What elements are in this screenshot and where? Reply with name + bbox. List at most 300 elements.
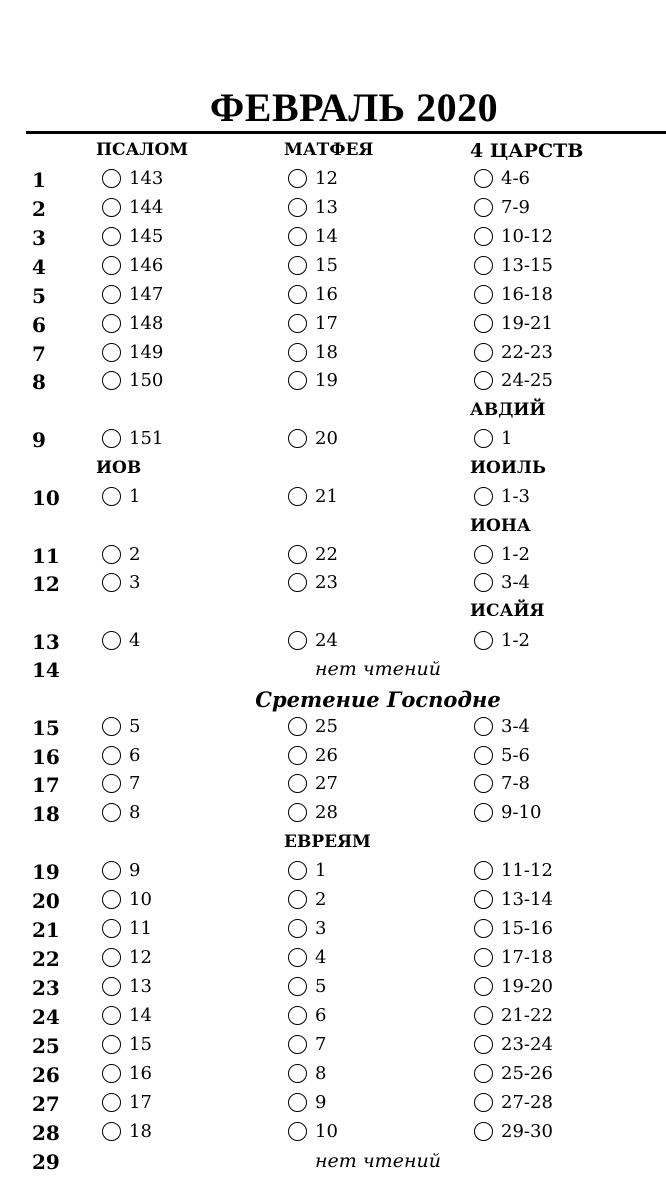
checkbox-circle[interactable]: [474, 573, 493, 592]
day-row: [0, 1034, 666, 1063]
matthew-chapter: 4: [315, 947, 327, 968]
checkbox-circle[interactable]: [102, 314, 121, 333]
day-number: 20: [32, 889, 60, 913]
reading-cell: [474, 370, 553, 391]
day-row: [0, 860, 666, 889]
day-row: [0, 918, 666, 947]
checkbox-circle[interactable]: [288, 977, 307, 996]
psalm-chapter: 12: [129, 947, 152, 968]
reading-cell: [474, 889, 553, 910]
matthew-chapter: 2: [315, 889, 327, 910]
checkbox-circle[interactable]: [474, 861, 493, 880]
matthew-chapter: 17: [315, 313, 338, 334]
checkbox-circle[interactable]: [474, 774, 493, 793]
checkbox-circle[interactable]: [102, 429, 121, 448]
reading-cell: [474, 197, 530, 218]
reading-chapter: 11-12: [501, 860, 553, 881]
checkbox-circle[interactable]: [102, 977, 121, 996]
section-header-avdii: АВДИЙ: [470, 400, 546, 420]
checkbox-circle[interactable]: [102, 285, 121, 304]
checkbox-circle[interactable]: [474, 198, 493, 217]
checkbox-circle[interactable]: [474, 890, 493, 909]
day-number: 7: [32, 342, 46, 366]
matthew-cell: [288, 428, 338, 449]
day-number: 16: [32, 745, 60, 769]
psalm-cell: [102, 255, 163, 276]
checkbox-circle[interactable]: [102, 227, 121, 246]
checkbox-circle[interactable]: [474, 746, 493, 765]
reading-chapter: 15-16: [501, 918, 553, 939]
checkbox-circle[interactable]: [288, 774, 307, 793]
day-number: 13: [32, 630, 60, 654]
checkbox-circle[interactable]: [288, 803, 307, 822]
psalm-cell: [102, 630, 140, 651]
checkbox-circle[interactable]: [102, 198, 121, 217]
section-header-isaiya: ИСАЙЯ: [470, 601, 545, 621]
day-number: 25: [32, 1034, 60, 1058]
reading-cell: [474, 284, 553, 305]
reading-chapter: 21-22: [501, 1005, 553, 1026]
no-reading-label: нет чтений: [315, 658, 441, 680]
matthew-chapter: 23: [315, 572, 338, 593]
reading-cell: [474, 802, 541, 823]
checkbox-circle[interactable]: [102, 1035, 121, 1054]
day-number: 14: [32, 658, 60, 682]
matthew-cell: [288, 773, 338, 794]
matthew-cell: [288, 197, 338, 218]
psalm-cell: [102, 1092, 152, 1113]
checkbox-circle[interactable]: [102, 1006, 121, 1025]
reading-cell: [474, 947, 553, 968]
day-number: 28: [32, 1121, 60, 1145]
psalm-chapter: 3: [129, 572, 141, 593]
matthew-cell: [288, 947, 326, 968]
checkbox-circle[interactable]: [288, 545, 307, 564]
checkbox-circle[interactable]: [288, 429, 307, 448]
reading-cell: [474, 630, 530, 651]
psalm-cell: [102, 342, 163, 363]
section-header-ioil: ИОИЛЬ: [470, 458, 546, 478]
checkbox-circle[interactable]: [474, 429, 493, 448]
checkbox-circle[interactable]: [288, 631, 307, 650]
reading-chapter: 9-10: [501, 802, 542, 823]
psalm-chapter: 9: [129, 860, 141, 881]
psalm-cell: [102, 860, 140, 881]
checkbox-circle[interactable]: [474, 948, 493, 967]
column-header-4-kings: 4 ЦАРСТВ: [470, 140, 584, 162]
psalm-chapter: 8: [129, 802, 141, 823]
checkbox-circle[interactable]: [288, 861, 307, 880]
reading-chapter: 19-20: [501, 976, 553, 997]
psalm-cell: [102, 1005, 152, 1026]
checkbox-circle[interactable]: [102, 774, 121, 793]
matthew-chapter: 19: [315, 370, 338, 391]
matthew-chapter: 1: [315, 860, 327, 881]
reading-chapter: 7-9: [501, 197, 530, 218]
checkbox-circle[interactable]: [102, 919, 121, 938]
section-row: [0, 516, 666, 545]
reading-cell: [474, 428, 512, 449]
day-row: [0, 572, 666, 601]
checkbox-circle[interactable]: [102, 717, 121, 736]
reading-chapter: 19-21: [501, 313, 553, 334]
psalm-cell: [102, 976, 152, 997]
section-row: [0, 601, 666, 630]
title-divider: [26, 131, 666, 134]
psalm-cell: [102, 1063, 152, 1084]
day-number: 8: [32, 370, 46, 394]
reading-cell: [474, 1005, 553, 1026]
checkbox-circle[interactable]: [474, 314, 493, 333]
checkbox-circle[interactable]: [102, 573, 121, 592]
reading-chapter: 10-12: [501, 226, 553, 247]
reading-cell: [474, 976, 553, 997]
checkbox-circle[interactable]: [474, 1064, 493, 1083]
checkbox-circle[interactable]: [102, 169, 121, 188]
no-reading-label: нет чтений: [315, 1150, 441, 1172]
matthew-cell: [288, 255, 338, 276]
matthew-cell: [288, 1034, 326, 1055]
checkbox-circle[interactable]: [102, 631, 121, 650]
section-header-iov: ИОВ: [96, 458, 142, 478]
day-number: 18: [32, 802, 60, 826]
matthew-cell: [288, 1063, 326, 1084]
psalm-chapter: 148: [129, 313, 164, 334]
matthew-cell: [288, 1092, 326, 1113]
psalm-cell: [102, 745, 140, 766]
day-row: [0, 486, 666, 515]
checkbox-circle[interactable]: [474, 256, 493, 275]
reading-chapter: 3-4: [501, 716, 530, 737]
column-header-row: [0, 140, 666, 169]
reading-chapter: 1-2: [501, 544, 530, 565]
checkbox-circle[interactable]: [474, 227, 493, 246]
day-number: 2: [32, 197, 46, 221]
day-row: [0, 773, 666, 802]
checkbox-circle[interactable]: [102, 256, 121, 275]
psalm-cell: [102, 918, 152, 939]
day-number: 15: [32, 716, 60, 740]
checkbox-circle[interactable]: [102, 746, 121, 765]
section-row: [0, 832, 666, 861]
psalm-cell: [102, 773, 140, 794]
reading-chapter: 7-8: [501, 773, 530, 794]
checkbox-circle[interactable]: [288, 1006, 307, 1025]
psalm-cell: [102, 486, 140, 507]
day-number: 5: [32, 284, 46, 308]
checkbox-circle[interactable]: [288, 343, 307, 362]
psalm-chapter: 2: [129, 544, 141, 565]
reading-chapter: 25-26: [501, 1063, 553, 1084]
checkbox-circle[interactable]: [474, 919, 493, 938]
reading-chapter: 13-14: [501, 889, 553, 910]
reading-chapter: 1: [501, 428, 513, 449]
checkbox-circle[interactable]: [288, 717, 307, 736]
matthew-chapter: 13: [315, 197, 338, 218]
psalm-cell: [102, 428, 163, 449]
psalm-cell: [102, 947, 152, 968]
checkbox-circle[interactable]: [474, 803, 493, 822]
matthew-chapter: 6: [315, 1005, 327, 1026]
checkbox-circle[interactable]: [102, 948, 121, 967]
checkbox-circle[interactable]: [288, 919, 307, 938]
day-row: [0, 889, 666, 918]
matthew-cell: [288, 544, 338, 565]
psalm-chapter: 10: [129, 889, 152, 910]
psalm-chapter: 7: [129, 773, 141, 794]
reading-chapter: 17-18: [501, 947, 553, 968]
matthew-cell: [288, 486, 338, 507]
day-row: [0, 428, 666, 457]
checkbox-circle[interactable]: [288, 256, 307, 275]
matthew-chapter: 8: [315, 1063, 327, 1084]
checkbox-circle[interactable]: [102, 861, 121, 880]
psalm-chapter: 6: [129, 745, 141, 766]
section-row: [0, 400, 666, 429]
matthew-chapter: 26: [315, 745, 338, 766]
checkbox-circle[interactable]: [474, 1035, 493, 1054]
matthew-cell: [288, 313, 338, 334]
checkbox-circle[interactable]: [102, 343, 121, 362]
matthew-chapter: 5: [315, 976, 327, 997]
checkbox-circle[interactable]: [288, 1035, 307, 1054]
checkbox-circle[interactable]: [474, 285, 493, 304]
checkbox-circle[interactable]: [288, 1122, 307, 1141]
checkbox-circle[interactable]: [474, 343, 493, 362]
psalm-cell: [102, 370, 163, 391]
matthew-cell: [288, 572, 338, 593]
reading-chapter: 23-24: [501, 1034, 553, 1055]
matthew-cell: [288, 370, 338, 391]
day-number: 6: [32, 313, 46, 337]
day-number: 11: [32, 544, 60, 568]
matthew-cell: [288, 1005, 326, 1026]
day-row: [0, 630, 666, 659]
day-row: [0, 1063, 666, 1092]
psalm-cell: [102, 1121, 152, 1142]
day-number: 21: [32, 918, 60, 942]
day-number: 17: [32, 773, 60, 797]
day-row: [0, 284, 666, 313]
day-number: 10: [32, 486, 60, 510]
matthew-cell: [288, 976, 326, 997]
reading-chapter: 27-28: [501, 1092, 553, 1113]
reading-cell: [474, 716, 530, 737]
checkbox-circle[interactable]: [288, 1064, 307, 1083]
reading-cell: [474, 1121, 553, 1142]
day-number: 1: [32, 168, 46, 192]
psalm-chapter: 145: [129, 226, 164, 247]
psalm-chapter: 146: [129, 255, 164, 276]
day-number: 4: [32, 255, 46, 279]
psalm-chapter: 149: [129, 342, 164, 363]
checkbox-circle[interactable]: [288, 890, 307, 909]
psalm-chapter: 147: [129, 284, 164, 305]
reading-cell: [474, 255, 553, 276]
reading-cell: [474, 773, 530, 794]
day-number: 26: [32, 1063, 60, 1087]
reading-cell: [474, 1092, 553, 1113]
checkbox-circle[interactable]: [474, 631, 493, 650]
reading-chapter: 4-6: [501, 168, 530, 189]
checkbox-circle[interactable]: [102, 803, 121, 822]
matthew-chapter: 10: [315, 1121, 338, 1142]
checkbox-circle[interactable]: [288, 948, 307, 967]
checkbox-circle[interactable]: [474, 717, 493, 736]
reading-chapter: 16-18: [501, 284, 553, 305]
reading-cell: [474, 572, 530, 593]
checkbox-circle[interactable]: [288, 573, 307, 592]
checkbox-circle[interactable]: [102, 487, 121, 506]
reading-cell: [474, 918, 553, 939]
psalm-cell: [102, 544, 140, 565]
day-row: [0, 1150, 666, 1179]
psalm-cell: [102, 889, 152, 910]
checkbox-circle[interactable]: [288, 1093, 307, 1112]
psalm-chapter: 17: [129, 1092, 152, 1113]
day-number: 19: [32, 860, 60, 884]
day-row: [0, 342, 666, 371]
checkbox-circle[interactable]: [474, 545, 493, 564]
psalm-cell: [102, 802, 140, 823]
matthew-chapter: 14: [315, 226, 338, 247]
checkbox-circle[interactable]: [474, 1093, 493, 1112]
day-row: [0, 313, 666, 342]
checkbox-circle[interactable]: [102, 545, 121, 564]
checkbox-circle[interactable]: [474, 169, 493, 188]
matthew-chapter: 21: [315, 486, 338, 507]
column-header-matthew: МАТФЕЯ: [284, 140, 374, 160]
day-row: [0, 1005, 666, 1034]
reading-cell: [474, 486, 530, 507]
day-number: 23: [32, 976, 60, 1000]
checkbox-circle[interactable]: [288, 227, 307, 246]
psalm-cell: [102, 168, 163, 189]
section-header-evreyam: ЕВРЕЯМ: [284, 832, 371, 852]
matthew-chapter: 27: [315, 773, 338, 794]
column-header-psalms: ПСАЛОМ: [96, 140, 189, 160]
day-row: [0, 802, 666, 831]
checkbox-circle[interactable]: [102, 1093, 121, 1112]
feast-label: Сретение Господне: [255, 687, 501, 712]
checkbox-circle[interactable]: [288, 169, 307, 188]
psalm-chapter: 15: [129, 1034, 152, 1055]
checkbox-circle[interactable]: [288, 487, 307, 506]
matthew-cell: [288, 630, 338, 651]
day-row: [0, 947, 666, 976]
psalm-chapter: 1: [129, 486, 141, 507]
day-row: [0, 716, 666, 745]
day-row: [0, 745, 666, 774]
day-row: [0, 1121, 666, 1150]
reading-chapter: 24-25: [501, 370, 553, 391]
checkbox-circle[interactable]: [102, 890, 121, 909]
matthew-cell: [288, 860, 326, 881]
matthew-chapter: 25: [315, 716, 338, 737]
matthew-chapter: 16: [315, 284, 338, 305]
checkbox-circle[interactable]: [288, 371, 307, 390]
matthew-cell: [288, 802, 338, 823]
checkbox-circle[interactable]: [288, 746, 307, 765]
psalm-chapter: 13: [129, 976, 152, 997]
day-row: [0, 1092, 666, 1121]
checkbox-circle[interactable]: [102, 1064, 121, 1083]
psalm-cell: [102, 226, 163, 247]
matthew-cell: [288, 745, 338, 766]
reading-chapter: 1-2: [501, 630, 530, 651]
matthew-cell: [288, 918, 326, 939]
psalm-chapter: 11: [129, 918, 152, 939]
reading-cell: [474, 860, 553, 881]
day-number: 29: [32, 1150, 60, 1174]
reading-cell: [474, 1034, 553, 1055]
psalm-chapter: 5: [129, 716, 141, 737]
psalm-cell: [102, 572, 140, 593]
reading-chapter: 13-15: [501, 255, 553, 276]
matthew-cell: [288, 716, 338, 737]
reading-cell: [474, 745, 530, 766]
psalm-chapter: 150: [129, 370, 164, 391]
checkbox-circle[interactable]: [288, 285, 307, 304]
section-header-iona: ИОНА: [470, 516, 531, 536]
psalm-cell: [102, 284, 163, 305]
checkbox-circle[interactable]: [474, 1006, 493, 1025]
checkbox-circle[interactable]: [102, 1122, 121, 1141]
matthew-chapter: 18: [315, 342, 338, 363]
psalm-chapter: 144: [129, 197, 164, 218]
page-title: ФЕВРАЛЬ 2020: [209, 85, 499, 130]
checkbox-circle[interactable]: [474, 977, 493, 996]
psalm-chapter: 151: [129, 428, 164, 449]
matthew-cell: [288, 889, 326, 910]
reading-cell: [474, 168, 530, 189]
checkbox-circle[interactable]: [474, 1122, 493, 1141]
section-row: [0, 458, 666, 487]
psalm-chapter: 14: [129, 1005, 152, 1026]
reading-chapter: 1-3: [501, 486, 530, 507]
reading-chapter: 3-4: [501, 572, 530, 593]
day-row: [0, 370, 666, 399]
day-number: 27: [32, 1092, 60, 1116]
reading-cell: [474, 1063, 553, 1084]
matthew-cell: [288, 226, 338, 247]
checkbox-circle[interactable]: [288, 314, 307, 333]
checkbox-circle[interactable]: [474, 371, 493, 390]
psalm-cell: [102, 716, 140, 737]
checkbox-circle[interactable]: [474, 487, 493, 506]
psalm-cell: [102, 313, 163, 334]
matthew-chapter: 7: [315, 1034, 327, 1055]
matthew-chapter: 9: [315, 1092, 327, 1113]
matthew-chapter: 22: [315, 544, 338, 565]
day-row: [0, 544, 666, 573]
psalm-cell: [102, 1034, 152, 1055]
reading-cell: [474, 544, 530, 565]
matthew-cell: [288, 1121, 338, 1142]
matthew-chapter: 24: [315, 630, 338, 651]
checkbox-circle[interactable]: [288, 198, 307, 217]
day-number: 12: [32, 572, 60, 596]
day-number: 22: [32, 947, 60, 971]
matthew-cell: [288, 342, 338, 363]
checkbox-circle[interactable]: [102, 371, 121, 390]
reading-cell: [474, 313, 553, 334]
day-row: [0, 168, 666, 197]
reading-chapter: 22-23: [501, 342, 553, 363]
psalm-chapter: 143: [129, 168, 164, 189]
matthew-cell: [288, 284, 338, 305]
matthew-cell: [288, 168, 338, 189]
